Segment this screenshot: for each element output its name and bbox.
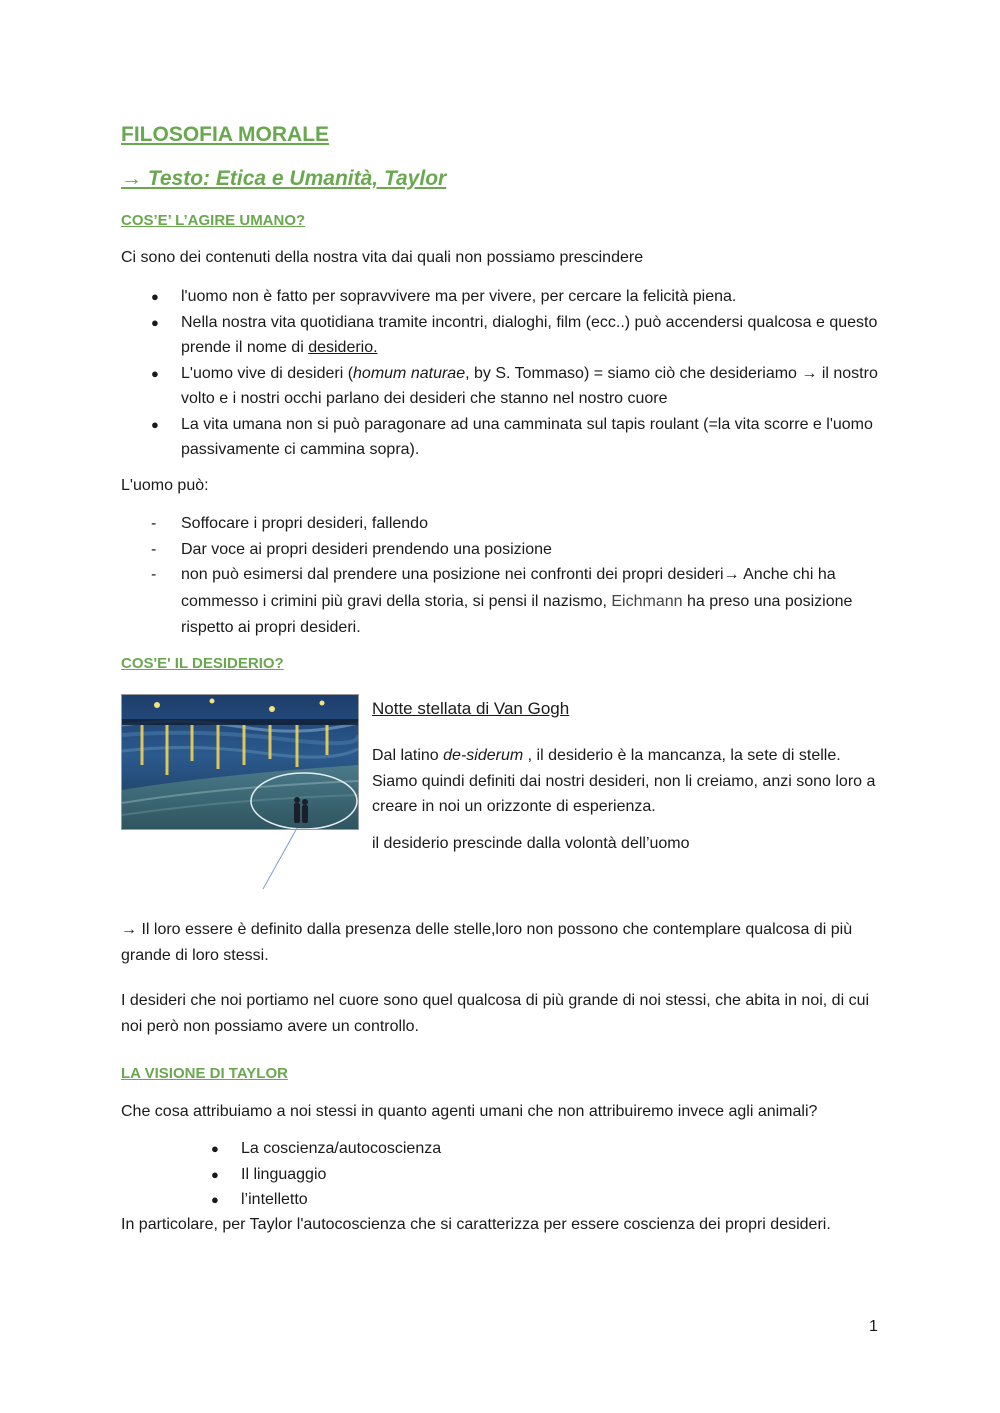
list-item-text: Il linguaggio bbox=[241, 1165, 327, 1183]
bullet-list-agire bbox=[121, 284, 881, 463]
paragraph-text: Dal latino bbox=[372, 747, 444, 764]
list-item-text: Nella nostra vita quotidiana tramite incontri, dialoghi, film (ecc..) può accendersi qualcosa e questo prende il nome di bbox=[181, 313, 878, 356]
page-subtitle: → Testo: Etica e Umanità, Taylor bbox=[121, 167, 447, 190]
dash-list-options bbox=[121, 511, 881, 642]
list-item bbox=[121, 284, 881, 310]
page-number: 1 bbox=[869, 1318, 878, 1335]
list-item-text: Dar voce ai propri desideri prendendo una posizione bbox=[181, 540, 552, 558]
can-intro: L'uomo può: bbox=[121, 477, 209, 494]
list-item bbox=[181, 1136, 681, 1162]
pointer-line bbox=[255, 826, 305, 892]
taylor-closing: In particolare, per Taylor l'autocoscienza che si caratterizza per essere coscienza dei propri desideri. bbox=[121, 1216, 831, 1233]
taylor-question: Che cosa attribuiamo a noi stessi in quanto agenti umani che non attribuiremo invece agli animali? bbox=[121, 1103, 818, 1120]
stars-paragraph: → Il loro essere è definito dalla presenza delle stelle,loro non possono che contemplare qualcosa di più grande di loro stessi. bbox=[121, 921, 853, 964]
desiderio-note: il desiderio prescinde dalla volontà dell’uomo bbox=[372, 835, 690, 852]
list-item-text: L'uomo vive di desideri ( bbox=[181, 364, 354, 382]
page-title: FILOSOFIA MORALE bbox=[121, 123, 330, 146]
list-item bbox=[121, 537, 881, 563]
section-intro: Ci sono dei contenuti della nostra vita dai quali non possiamo prescindere bbox=[121, 249, 644, 266]
taylor-list bbox=[181, 1136, 681, 1213]
section-heading-taylor: LA VISIONE DI TAYLOR bbox=[121, 1065, 288, 1082]
eichmann-name: Eichmann bbox=[611, 592, 683, 610]
list-item bbox=[121, 511, 881, 537]
list-item-text: non può esimersi dal prendere una posizione nei confronti dei propri desideri→ Anche chi ha commesso i crimini più gravi della storia, si pensi il nazismo, bbox=[181, 566, 836, 610]
painting-caption: Notte stellata di Van Gogh bbox=[372, 699, 570, 718]
starry-night-painting bbox=[121, 694, 359, 830]
list-item-text: Soffocare i propri desideri, fallendo bbox=[181, 515, 428, 532]
desiderio-paragraph bbox=[372, 743, 882, 820]
list-item-text: La vita umana non si può paragonare ad una camminata sul tapis roulant (=la vita scorre e l'uomo passivamente ci cammina sopra). bbox=[181, 415, 873, 458]
list-item-text: ha preso una posizione rispetto ai propri desideri. bbox=[181, 592, 853, 636]
latin-term: homum naturae bbox=[353, 364, 466, 382]
latin-term: de-siderum bbox=[443, 747, 524, 764]
list-item-text: La coscienza/autocoscienza bbox=[241, 1140, 442, 1157]
heart-paragraph: I desideri che noi portiamo nel cuore sono quel qualcosa di più grande di noi stessi, che abita in noi, di cui noi però non possiamo avere un controllo. bbox=[121, 992, 870, 1035]
list-item bbox=[121, 412, 881, 463]
list-item bbox=[121, 361, 881, 412]
list-item bbox=[181, 1162, 681, 1188]
list-item-text: l’intelletto bbox=[241, 1191, 308, 1208]
section-heading-agire: COS’E’ L’AGIRE UMANO? bbox=[121, 212, 306, 229]
list-item bbox=[121, 310, 881, 361]
list-item-text: l'uomo non è fatto per sopravvivere ma per vivere, per cercare la felicità piena. bbox=[181, 288, 737, 305]
desiderio-term: desiderio. bbox=[308, 339, 378, 356]
list-item bbox=[181, 1187, 681, 1213]
section-heading-desiderio: COS'E' IL DESIDERIO? bbox=[121, 655, 284, 672]
list-item bbox=[121, 562, 881, 642]
paragraph-text: , il desiderio è la mancanza, la sete di stelle. Siamo quindi definiti dai nostri desideri, non li creiamo, anzi sono loro a creare in noi un orizzonte di esperienza. bbox=[372, 747, 876, 815]
list-item-text: , by S. Tommaso) = siamo ciò che desideriamo → il nostro volto e i nostri occhi parlano dei desideri che stanno nel nostro cuore bbox=[181, 364, 878, 407]
